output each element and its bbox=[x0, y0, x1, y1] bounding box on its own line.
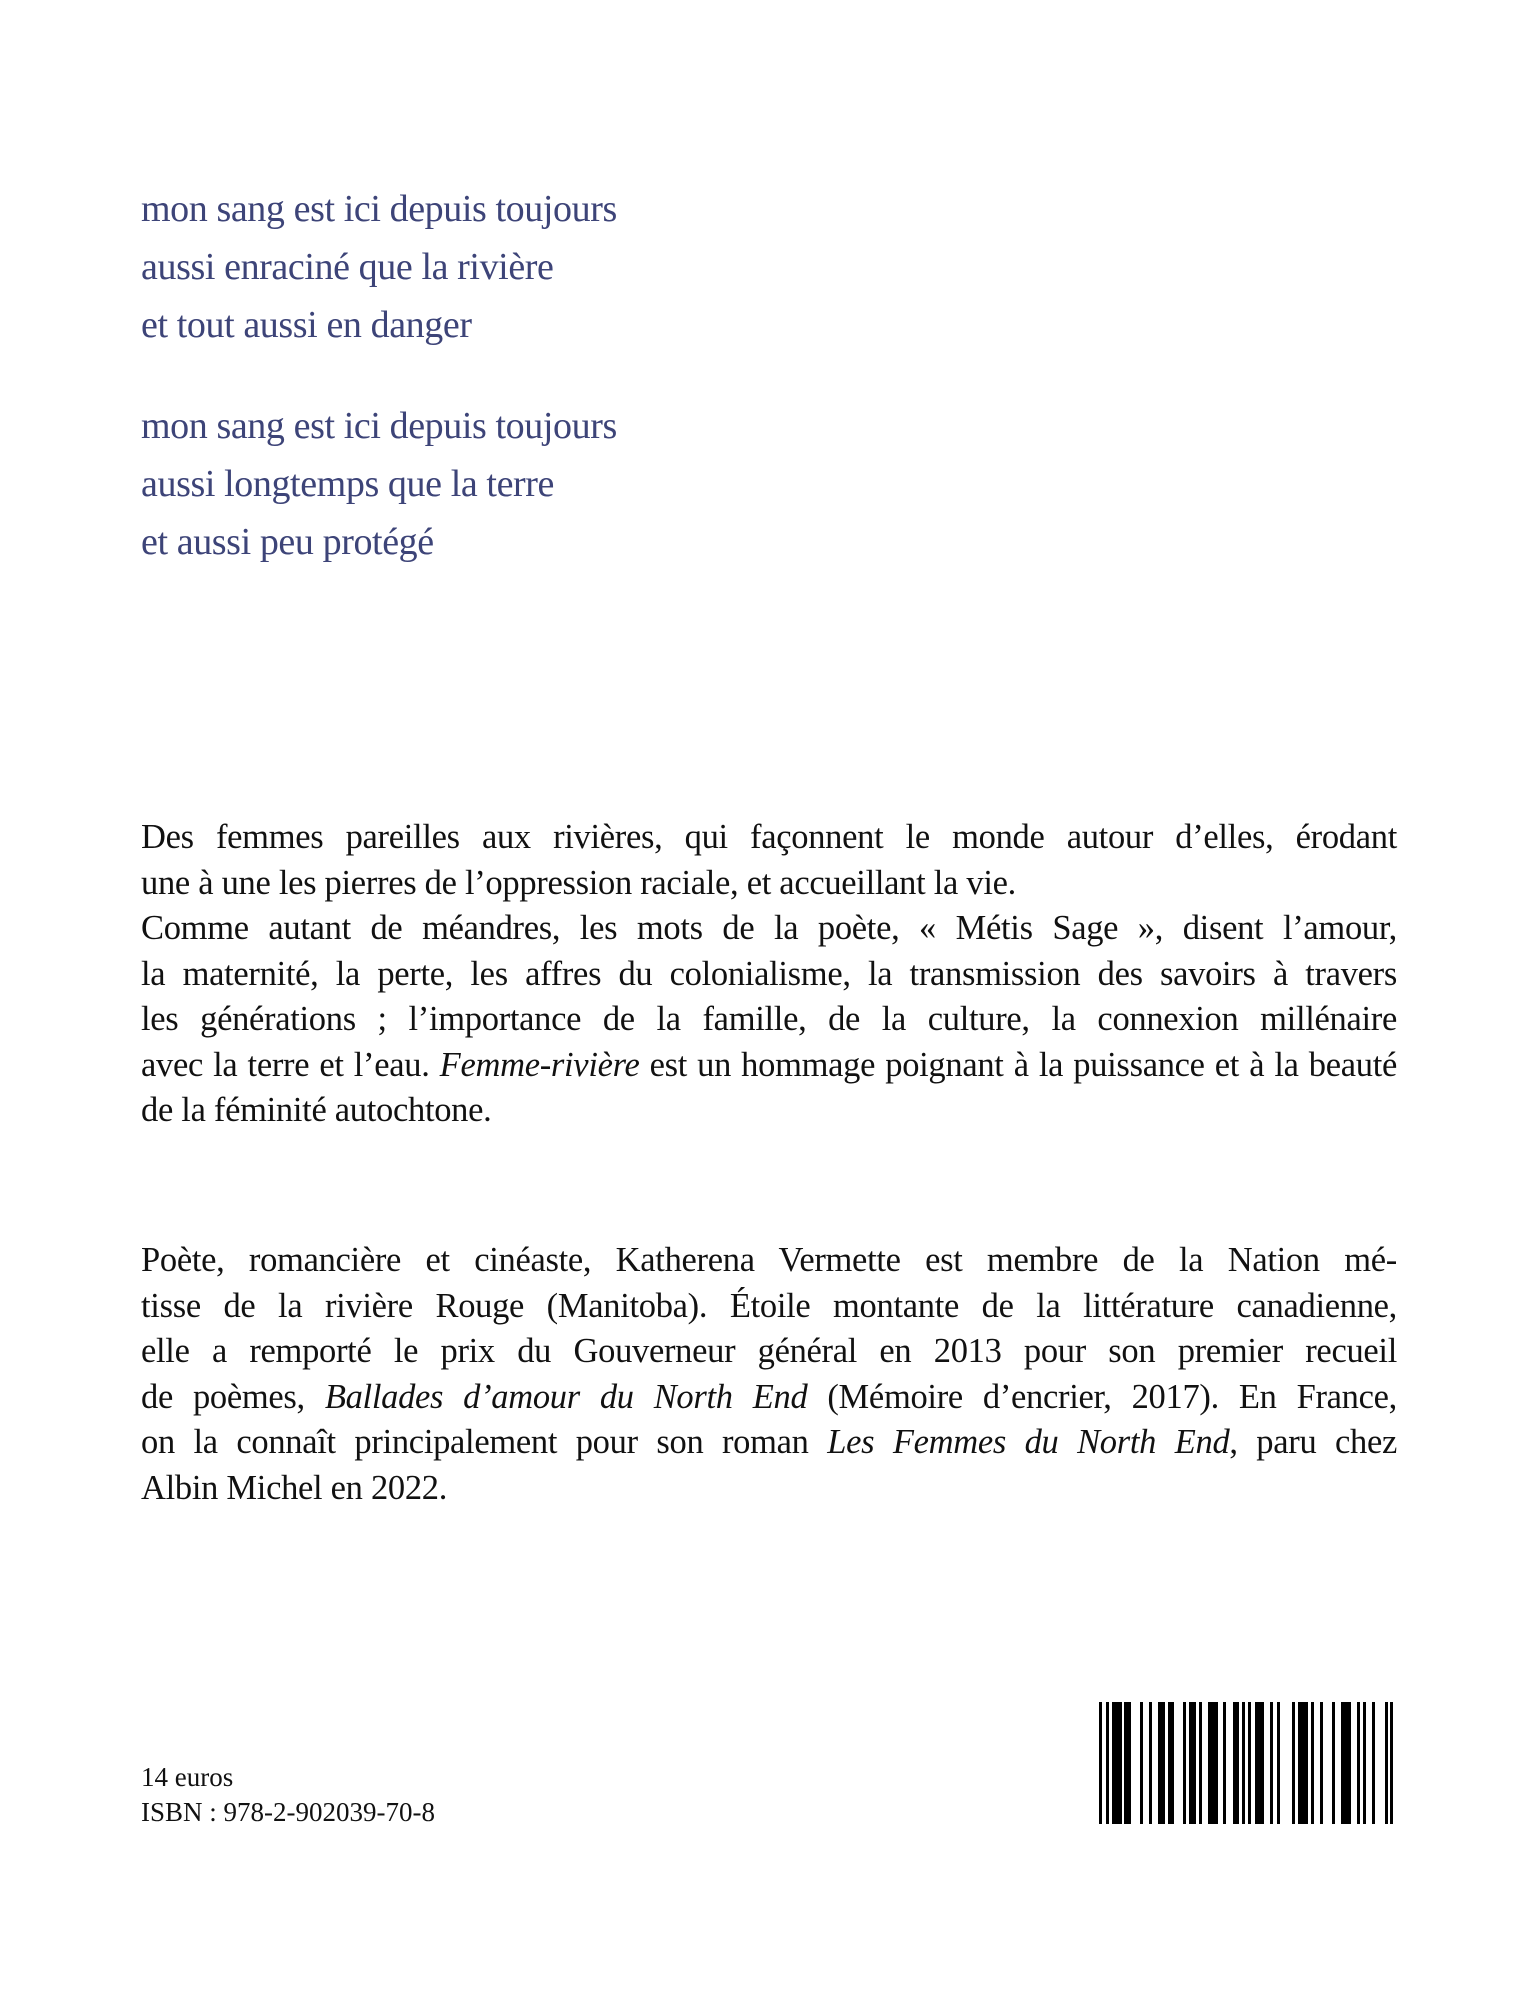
poem-line: aussi enraciné que la rivière bbox=[141, 246, 554, 288]
price: 14 euros bbox=[141, 1762, 234, 1792]
poem-line: et aussi peu protégé bbox=[141, 521, 434, 563]
bio-text: on la connaît principalement pour son roman bbox=[141, 1423, 828, 1461]
blurb-line bbox=[141, 1043, 1397, 1089]
blurb-text: est un hommage poignant à la puissance et à la beauté bbox=[639, 1045, 1397, 1084]
blurb-line: les générations ; l’importance de la famille, de la culture, la connexion millénaire bbox=[141, 1000, 1397, 1038]
barcode-icon bbox=[1095, 1700, 1405, 1826]
bio-line: Albin Michel en 2022. bbox=[141, 1468, 448, 1507]
poem-line: aussi longtemps que la terre bbox=[141, 463, 555, 505]
book-title-les-femmes: Les Femmes du North End bbox=[827, 1423, 1230, 1461]
poem-line: et tout aussi en danger bbox=[141, 304, 472, 346]
book-title-ballades: Ballades d’amour du North End bbox=[324, 1377, 808, 1416]
blurb-text: avec la terre et l’eau. bbox=[141, 1045, 440, 1084]
book-title-femme-riviere: Femme-rivière bbox=[439, 1045, 640, 1084]
blurb-line: Des femmes pareilles aux rivières, qui façonnent le monde autour d’elles, érodant bbox=[141, 818, 1397, 856]
bio-line bbox=[141, 1420, 1397, 1466]
isbn: ISBN : 978-2-902039-70-8 bbox=[141, 1797, 435, 1827]
barcode-bars bbox=[1095, 1700, 1405, 1826]
bio-text: , paru chez bbox=[1229, 1423, 1397, 1461]
bio-line: elle a remporté le prix du Gouverneur général en 2013 pour son premier recueil bbox=[141, 1332, 1397, 1370]
price-isbn-block bbox=[141, 1760, 435, 1830]
author-bio bbox=[141, 1238, 1397, 1511]
blurb-line: de la féminité autochtone. bbox=[141, 1091, 492, 1129]
bio-line bbox=[141, 1375, 1397, 1421]
book-blurb bbox=[141, 815, 1397, 1134]
poem-line: mon sang est ici depuis toujours bbox=[141, 405, 617, 447]
bio-line: tisse de la rivière Rouge (Manitoba). Étoile montante de la littérature canadienne, bbox=[141, 1286, 1397, 1325]
blurb-line: une à une les pierres de l’oppression raciale, et accueillant la vie. bbox=[141, 863, 1016, 902]
blurb-line: la maternité, la perte, les affres du colonialisme, la transmission des savoirs à travers bbox=[141, 954, 1397, 993]
poem-line: mon sang est ici depuis toujours bbox=[141, 188, 617, 230]
bio-line: Poète, romancière et cinéaste, Katherena Vermette est membre de la Nation mé- bbox=[141, 1241, 1397, 1279]
blurb-line: Comme autant de méandres, les mots de la poète, « Métis Sage », disent l’amour, bbox=[141, 909, 1397, 947]
bio-text: de poèmes, bbox=[141, 1377, 325, 1416]
bio-text: (Mémoire d’encrier, 2017). En France, bbox=[807, 1377, 1397, 1416]
poem-stanza-1 bbox=[141, 180, 617, 354]
poem-stanza-2 bbox=[141, 397, 617, 571]
